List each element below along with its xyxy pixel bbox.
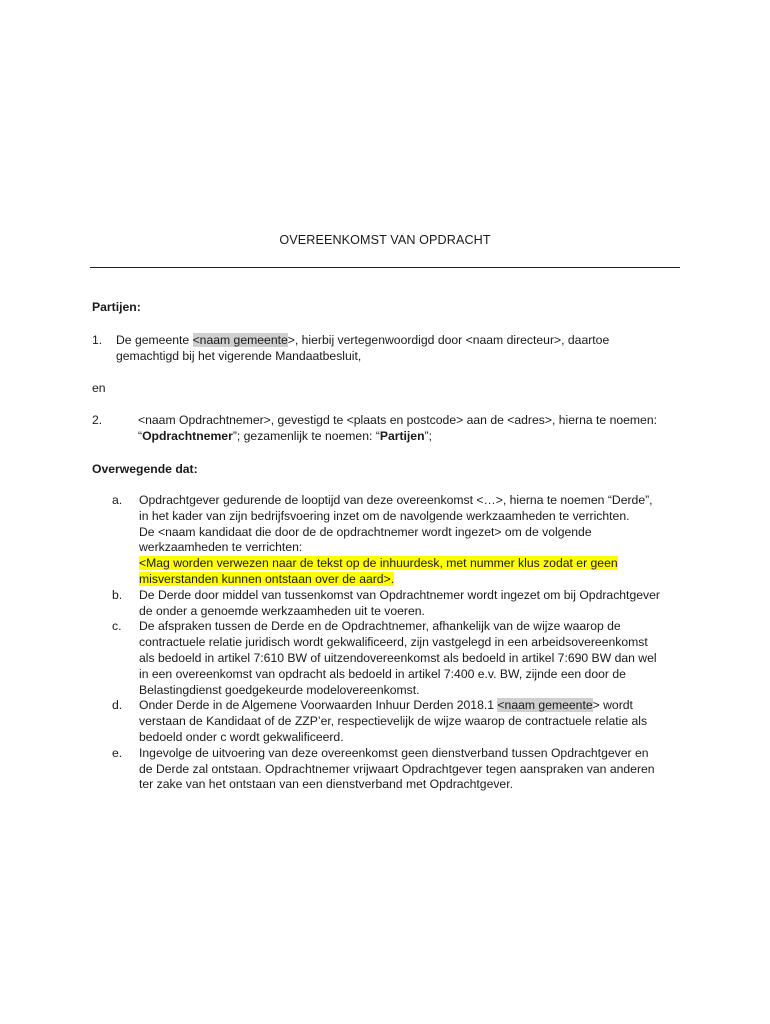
consideration-a: [112, 493, 672, 588]
connector-en: en: [92, 381, 106, 395]
consideration-marker: d.: [112, 698, 123, 713]
consideration-a-text-2: De <naam kandidaat die door de de opdrachtnemer wordt ingezet> om de volgende werkzaamheden te verrichten:: [139, 524, 592, 555]
consideration-marker: e.: [112, 745, 123, 760]
consideration-a-text-1: Opdrachtgever gedurende de looptijd van deze overeenkomst <…>, hierna te noemen “Derde”, in het kader van zijn bedrijfsvoering inzet om de navolgende werkzaamheden te verrichten.: [139, 493, 653, 523]
opdrachtnemer-term: Opdrachtnemer: [142, 428, 233, 443]
consideration-marker: c.: [112, 619, 122, 634]
consideration-c-text: De afspraken tussen de Derde en de Opdrachtnemer, afhankelijk van de wijze waarop de contractuele relatie juridisch wordt gekwalificeerd, zijn vastgelegd in een arbeidsovereenkomst als bedoeld in artikel 7:610 BW of uitzendovereenkomst als bedoeld in artikel 7:690 BW dan wel in een overeenkomst van opdracht als bedoeld in artikel 7:400 e.v. BW, zijnde een door de Belastingdienst goedgekeurde modelovereenkomst.: [139, 619, 657, 697]
consideration-d: [112, 698, 672, 745]
consideration-marker: a.: [112, 493, 123, 507]
placeholder-highlight: <naam gemeente: [497, 698, 593, 713]
overwegende-heading: Overwegende dat:: [92, 462, 198, 476]
title-divider: [90, 267, 680, 268]
party-2-number: 2.: [92, 413, 103, 427]
consideration-e: [112, 746, 672, 793]
consideration-marker: b.: [112, 587, 123, 602]
inhuurdesk-highlight: <Mag worden verwezen naar de tekst op de inhuurdesk, met nummer klus zodat er geen misverstanden kunnen ontstaan over de aard>.: [139, 556, 618, 586]
consideration-b-text: De Derde door middel van tussenkomst van Opdrachtnemer wordt ingezet om bij Opdrachtgever de onder a genoemde werkzaamheden uit te voeren.: [139, 587, 660, 618]
consideration-e-text: Ingevolge de uitvoering van deze overeenkomst geen dienstverband tussen Opdrachtgever en de Derde zal ontstaan. Opdrachtnemer vrijwaart Opdrachtgever tegen aanspraken van anderen ter zake van het ontstaan van een dienstverband met Opdrachtgever.: [139, 745, 655, 792]
document-title: OVEREENKOMST VAN OPDRACHT: [279, 233, 491, 247]
placeholder-highlight: <naam gemeente: [192, 333, 288, 347]
consideration-b: [112, 588, 672, 620]
partijen-heading: Partijen:: [92, 300, 141, 314]
party-1-text: De gemeente <naam gemeente>, hierbij vertegenwoordigd door <naam directeur>, daartoe gemachtigd bij het vigerende Mandaatbesluit,: [116, 333, 610, 363]
consideration-d-text: Onder Derde in de Algemene Voorwaarden Inhuur Derden 2018.1 <naam gemeente> wordt verstaan de Kandidaat of de ZZP’er, respectievelijk de wijze waarop de contractuele relatie als bedoeld onder c wordt gekwalificeerd.: [139, 698, 648, 744]
considerations-list: [112, 493, 672, 793]
party-2-text: <naam Opdrachtnemer>, gevestigd te <plaats en postcode> aan de <adres>, hierna te noemen: “Opdrachtnemer”; gezamenlijk te noemen: “Partijen”;: [138, 413, 657, 443]
partijen-term: Partijen: [379, 428, 425, 443]
consideration-c: [112, 619, 672, 698]
party-1-number: 1.: [92, 333, 103, 347]
